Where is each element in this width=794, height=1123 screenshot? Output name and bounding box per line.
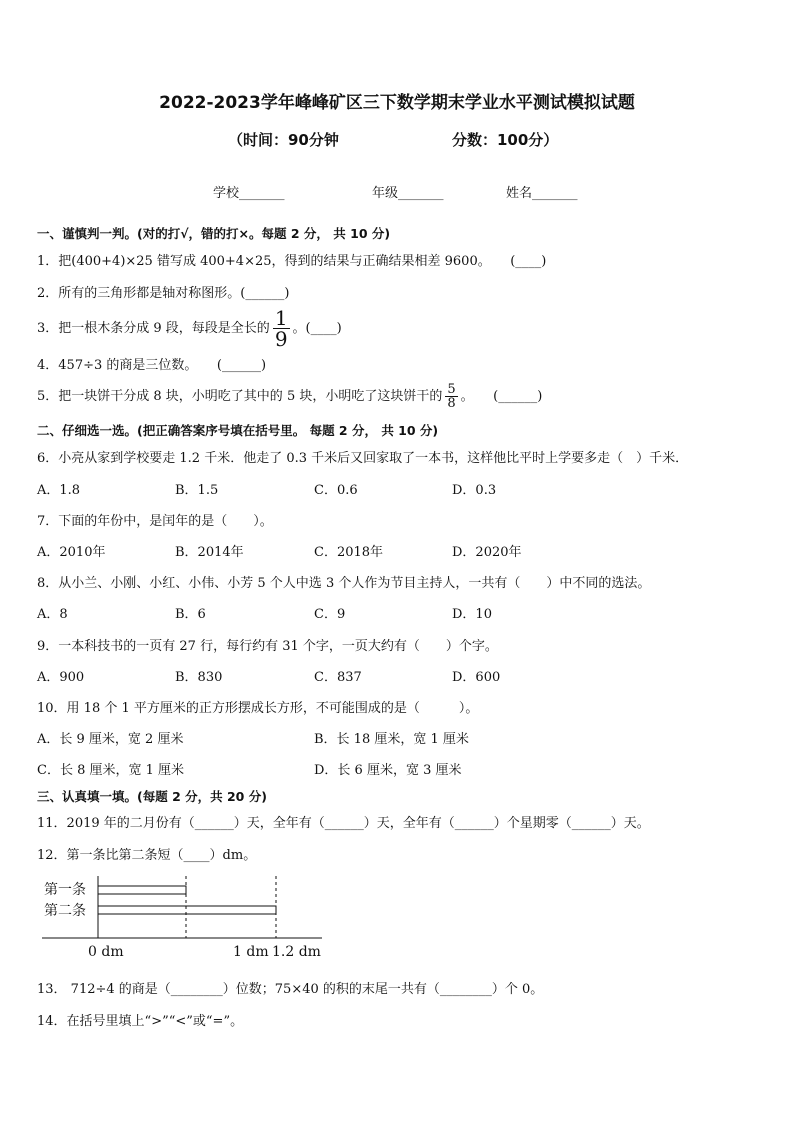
section-1-heading: 一、谨慎判一判。(对的打√，错的打×。每题 2 分， 共 10 分) <box>37 226 391 241</box>
option-c[interactable]: C．9 <box>314 607 346 622</box>
question-3 <box>37 308 342 349</box>
option-a[interactable]: A．1.8 <box>37 483 81 498</box>
option-a[interactable]: A．长 9 厘米，宽 2 厘米 <box>37 732 184 747</box>
option-d[interactable]: D．10 <box>452 607 492 622</box>
section-3-heading: 三、认真填一填。(每题 2 分，共 20 分) <box>37 789 267 804</box>
figure-label-second: 第二条 <box>44 903 86 919</box>
fraction-denominator: 8 <box>447 396 456 411</box>
fraction-denominator: 9 <box>274 327 288 351</box>
fraction-numerator: 1 <box>274 306 288 330</box>
second-segment-bar <box>98 906 276 914</box>
option-c[interactable]: C．2018年 <box>314 545 384 560</box>
tick-label-one: 1 dm <box>233 944 269 960</box>
question-5 <box>37 383 542 410</box>
fraction-one-ninth <box>273 308 290 349</box>
school-field[interactable]: 学校_______ <box>213 186 285 201</box>
option-b[interactable]: B．2014年 <box>175 545 244 560</box>
section-2-heading: 二、仔细选一选。(把正确答案序号填在括号里。 每题 2 分， 共 10 分) <box>37 423 439 438</box>
question-1: 1．把(400+4)×25 错写成 400+4×25，得到的结果与正确结果相差 9600。 (____) <box>37 254 547 269</box>
exam-time: （时间：90分钟 <box>228 131 339 149</box>
fraction-numerator: 5 <box>447 382 456 397</box>
option-c[interactable]: C．0.6 <box>314 483 358 498</box>
question-8: 8．从小兰、小刚、小红、小伟、小芳 5 个人中选 3 个人作为节目主持人，一共有（ ）中不同的选法。 <box>37 576 651 591</box>
question-5-text: 5．把一块饼干分成 8 块，小明吃了其中的 5 块，小明吃了这块饼干的 <box>37 389 443 404</box>
figure-label-first: 第一条 <box>44 882 86 898</box>
exam-score: 分数：100分） <box>452 131 559 149</box>
option-d[interactable]: D．600 <box>452 670 501 685</box>
option-b[interactable]: B．长 18 厘米，宽 1 厘米 <box>314 732 469 747</box>
tick-label-one-point-two: 1.2 dm <box>272 944 321 960</box>
option-d[interactable]: D．0.3 <box>452 483 497 498</box>
option-b[interactable]: B．1.5 <box>175 483 219 498</box>
option-b[interactable]: B．6 <box>175 607 206 622</box>
option-c[interactable]: C．长 8 厘米，宽 1 厘米 <box>37 763 185 778</box>
question-2: 2．所有的三角形都是轴对称图形。(______) <box>37 286 290 301</box>
question-10: 10．用 18 个 1 平方厘米的正方形摆成长方形，不可能围成的是（ ）。 <box>37 701 479 716</box>
question-3-text: 3．把一根木条分成 9 段，每段是全长的 <box>37 321 270 336</box>
question-14: 14．在括号里填上“>”“<”或“=”。 <box>37 1014 244 1029</box>
line-segment-figure <box>36 872 336 964</box>
name-field[interactable]: 姓名_______ <box>506 186 578 201</box>
question-9: 9．一本科技书的一页有 27 行，每行约有 31 个字，一页大约有（ ）个字。 <box>37 639 498 654</box>
option-c[interactable]: C．837 <box>314 670 362 685</box>
option-d[interactable]: D．2020年 <box>452 545 522 560</box>
grade-field[interactable]: 年级_______ <box>372 186 444 201</box>
option-a[interactable]: A．8 <box>37 607 68 622</box>
option-a[interactable]: A．2010年 <box>37 545 106 560</box>
question-3-blank: 。(____) <box>292 321 342 336</box>
question-12: 12．第一条比第二条短（____）dm。 <box>37 848 257 863</box>
first-segment-bar <box>98 886 186 894</box>
fraction-five-eighths <box>445 383 457 410</box>
question-13: 13． 712÷4 的商是（________）位数；75×40 的积的末尾一共有（________）个 0。 <box>37 982 544 997</box>
question-5-blank: 。 (______) <box>460 389 543 404</box>
question-7: 7．下面的年份中，是闰年的是（ ）。 <box>37 514 273 529</box>
question-6: 6．小亮从家到学校要走 1.2 千米．他走了 0.3 千米后又回家取了一本书，这样他比平时上学要多走（ ）千米． <box>37 451 689 466</box>
tick-label-zero: 0 dm <box>88 944 124 960</box>
question-4: 4．457÷3 的商是三位数。 (______) <box>37 358 267 373</box>
option-a[interactable]: A．900 <box>37 670 85 685</box>
option-b[interactable]: B．830 <box>175 670 223 685</box>
option-d[interactable]: D．长 6 厘米，宽 3 厘米 <box>314 763 462 778</box>
question-11: 11．2019 年的二月份有（______）天，全年有（______）天，全年有（______）个星期零（______）天。 <box>37 816 650 831</box>
page-title: 2022-2023学年峰峰矿区三下数学期末学业水平测试模拟试题 <box>159 93 635 113</box>
